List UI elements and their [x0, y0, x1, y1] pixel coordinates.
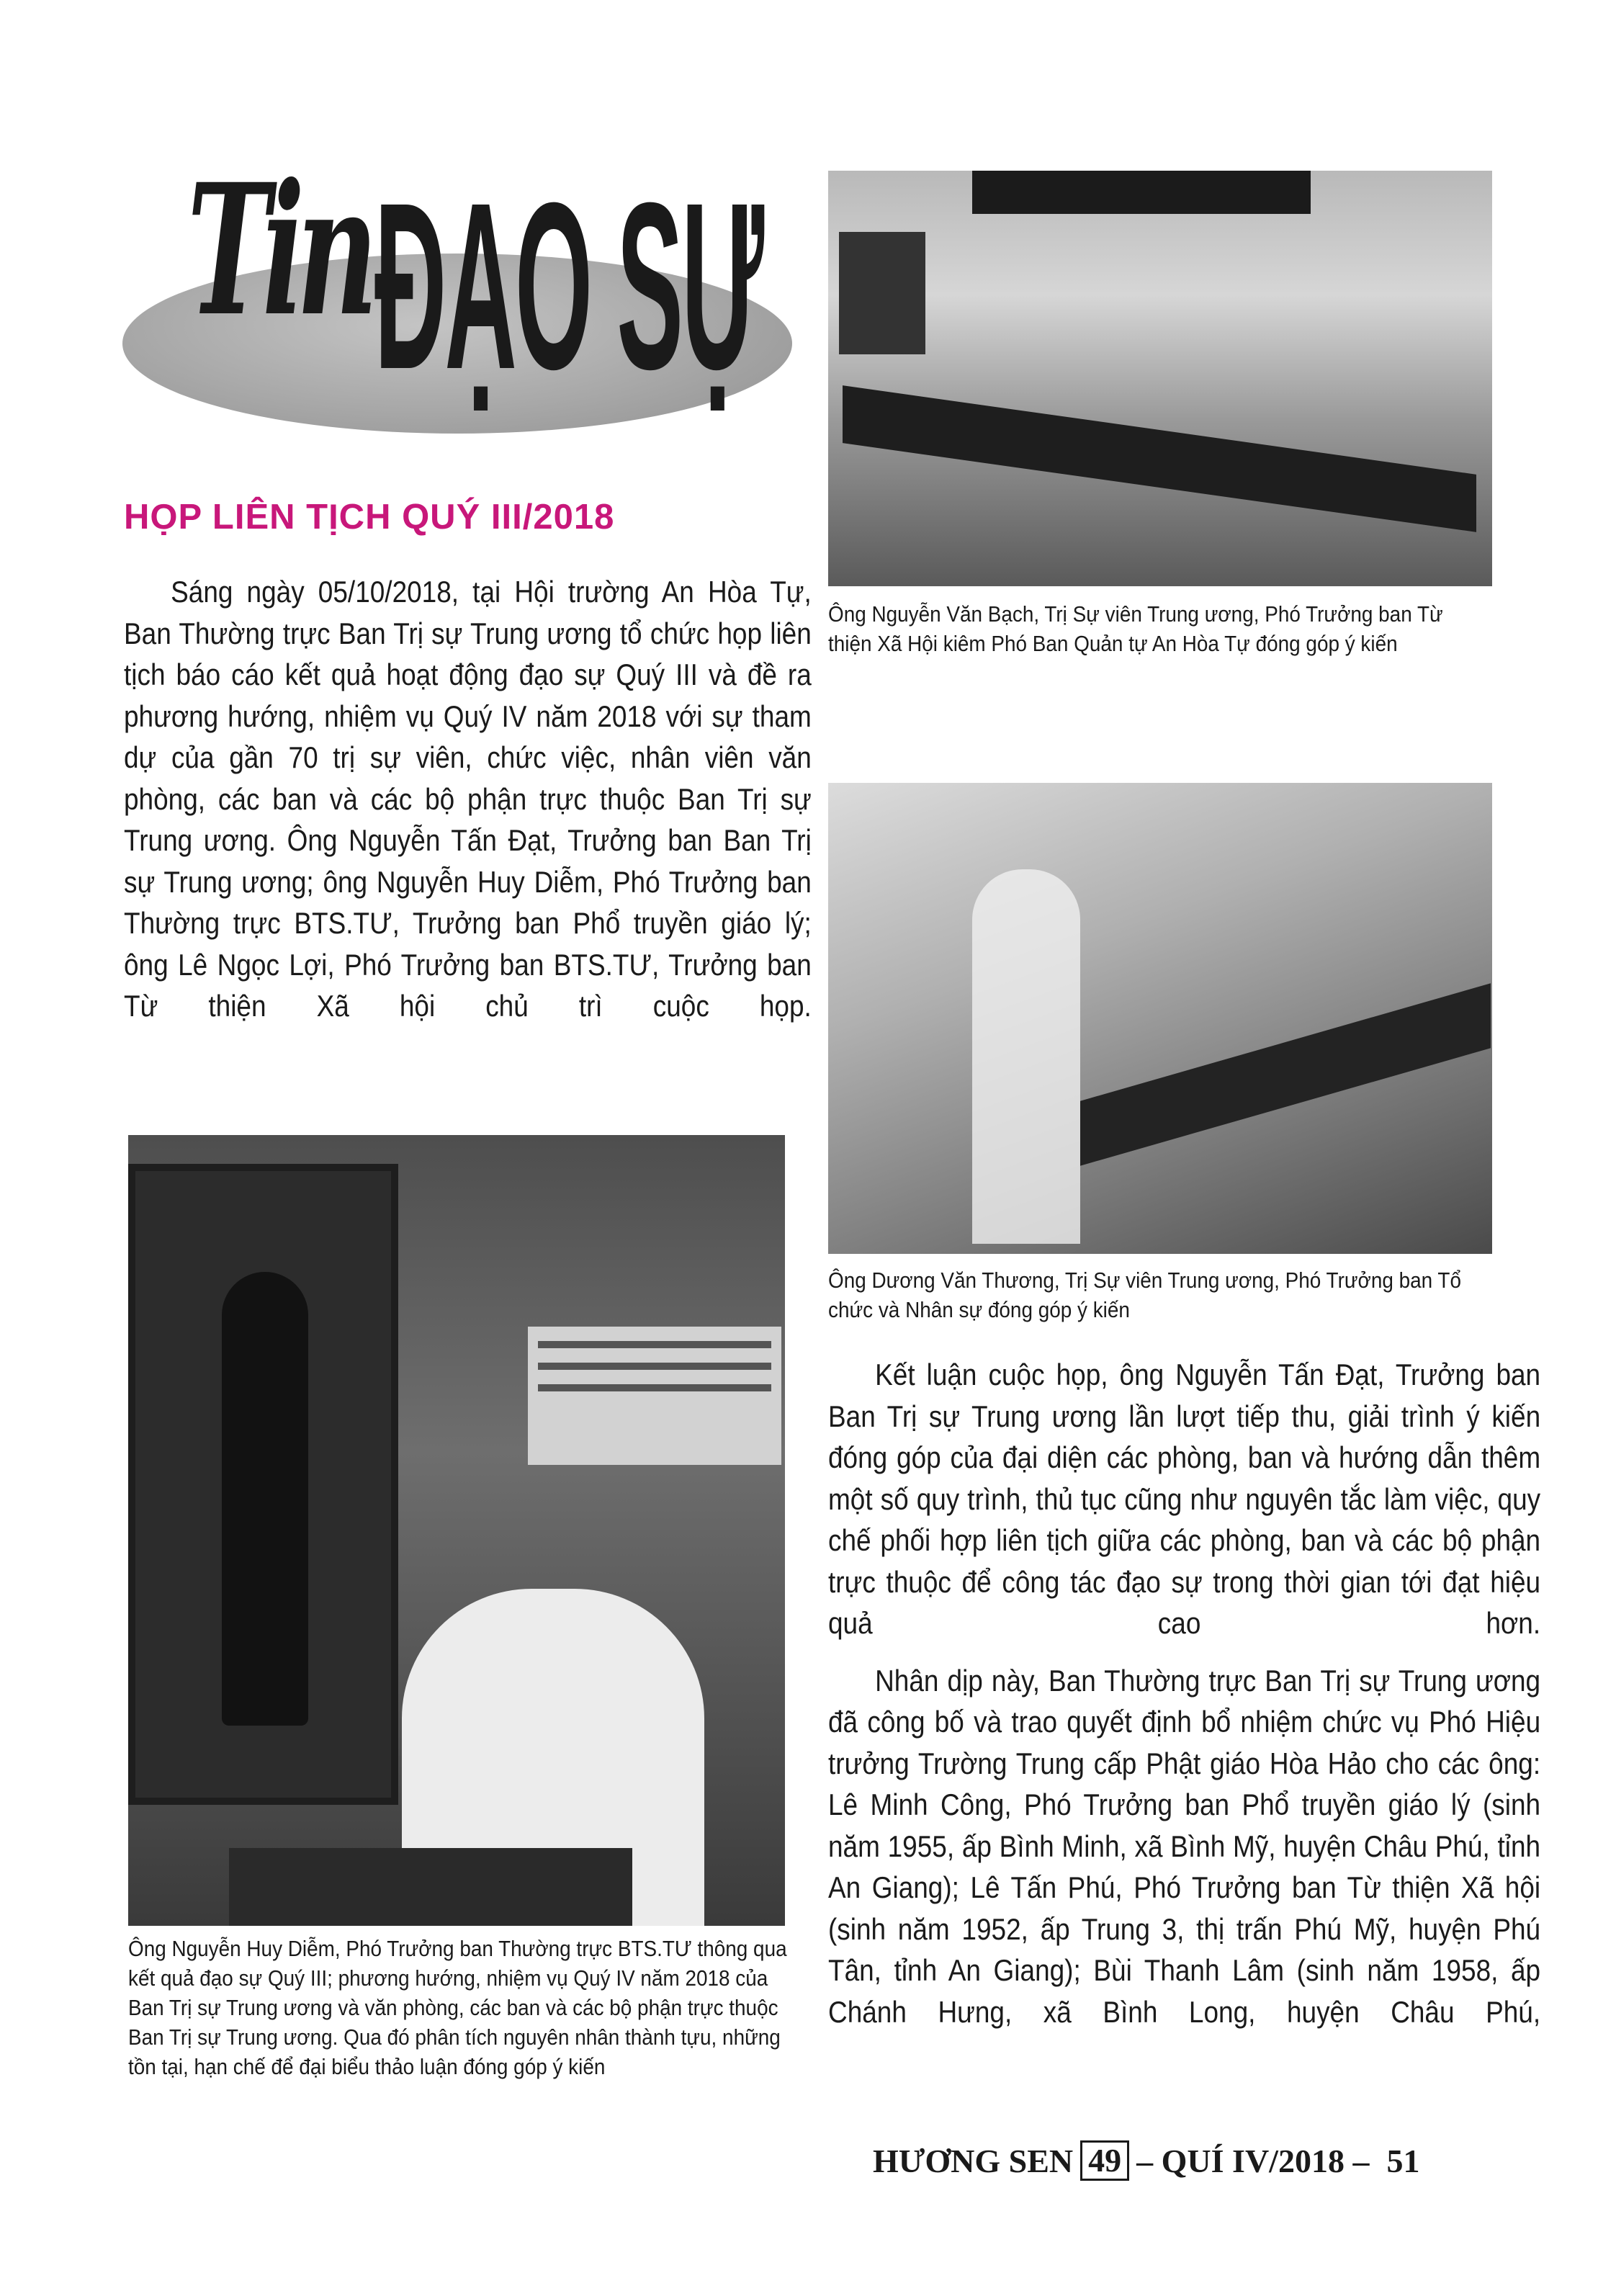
photo-table — [843, 385, 1476, 532]
photo-meeting-banner — [528, 1327, 781, 1465]
photo-caption: Ông Nguyễn Văn Bạch, Trị Sự viên Trung ương, Phó Trưởng ban Từ thiện Xã Hội kiêm Phó Ban Quản tự An Hòa Tự đóng góp ý kiến — [828, 601, 1443, 656]
photo-standing-figure — [972, 869, 1080, 1244]
page-number: 51 — [1386, 2142, 1420, 2179]
paragraph: Kết luận cuộc họp, ông Nguyễn Tấn Đạt, Trưởng ban Ban Trị sự Trung ương lần lượt tiếp thu, giải trình ý kiến đóng góp của đại diện các phòng, ban và hướng dẫn thêm một số quy trình, thủ tục cũng như nguyên tắc làm việc, quy chế phối hợp liên tịch giữa các phòng, ban và các bộ phận trực thuộc để công tác đạo sự trong thời gian tới đạt hiệu quả cao hơn. — [828, 1358, 1541, 1640]
photo-portrait — [128, 1164, 398, 1805]
paragraph: Nhân dịp này, Ban Thường trực Ban Trị sự Trung ương đã công bố và trao quyết định bổ nhiệm chức vụ Phó Hiệu trưởng Trường Trung cấp Phật giáo Hòa Hảo cho các ông: Lê Minh Công, Phó Trưởng ban Phổ truyền giáo lý (sinh năm 1955, ấp Bình Minh, xã Bình Mỹ, huyện Châu Phú, tỉnh An Giang); Lê Tấn Phú, Phó Trưởng ban Từ thiện Xã hội (sinh năm 1952, ấp Trung 3, thị trấn Phú Mỹ, huyện Phú Tân, tỉnh An Giang); Bùi Thanh Lâm (sinh năm 1958, ấp Chánh Hưng, xã Bình Long, huyện Châu Phú, — [828, 1663, 1541, 2029]
masthead-word-tin: Tin — [187, 144, 370, 356]
article-body-left — [124, 571, 812, 1027]
issue-number: 49 — [1080, 2140, 1129, 2181]
masthead-word-dao-su: ĐẠO SỰ — [374, 153, 763, 418]
page-footer — [873, 2135, 1492, 2186]
photo-meeting-hall — [828, 171, 1492, 586]
photo-podium-speaker — [128, 1135, 785, 1926]
photo-standing-speaker — [828, 783, 1492, 1254]
photo-caption: Ông Dương Văn Thương, Trị Sự viên Trung ương, Phó Trưởng ban Tổ chức và Nhân sự đóng góp ý kiến — [828, 1268, 1461, 1322]
magazine-name: HƯƠNG SEN — [873, 2142, 1074, 2179]
issue-quarter: – QUÍ IV/2018 – — [1136, 2142, 1370, 2179]
section-masthead — [122, 144, 792, 441]
article-headline: HỌP LIÊN TỊCH QUÝ III/2018 — [124, 498, 615, 537]
photo-table — [1080, 983, 1491, 1165]
article-body-right — [828, 1354, 1540, 2032]
photo-wall-sign — [972, 171, 1311, 214]
paragraph: Sáng ngày 05/10/2018, tại Hội trường An Hòa Tự, Ban Thường trực Ban Trị sự Trung ương tổ chức họp liên tịch báo cáo kết quả hoạt động đạo sự Quý III và đề ra phương hướng, nhiệm vụ Quý IV năm 2018 với sự tham dự của gần 70 trị sự viên, chức việc, nhân viên văn phòng, các ban và các bộ phận trực thuộc Ban Trị sự Trung ương. Ông Nguyễn Tấn Đạt, Trưởng ban Ban Trị sự Trung ương; ông Nguyễn Huy Diễm, Phó Trưởng ban Thường trực BTS.TƯ, Trưởng ban Phổ truyền giáo lý; ông Lê Ngọc Lợi, Phó Trưởng ban BTS.TƯ, Trưởng ban Từ thiện Xã hội chủ trì cuộc họp. — [124, 575, 812, 1023]
photo-portrait — [839, 232, 925, 354]
photo-portrait-figure — [222, 1272, 308, 1726]
photo-caption: Ông Nguyễn Huy Diễm, Phó Trưởng ban Thường trực BTS.TƯ thông qua kết quả đạo sự Quý III; phương hướng, nhiệm vụ Quý IV năm 2018 của Ban Trị sự Trung ương và văn phòng, các ban và các bộ phận trực thuộc Ban Trị sự Trung ương. Qua đó phân tích nguyên nhân thành tựu, những tồn tại, hạn chế để đại biểu thảo luận đóng góp ý kiến — [128, 1936, 787, 2079]
photo-podium — [229, 1848, 632, 1926]
